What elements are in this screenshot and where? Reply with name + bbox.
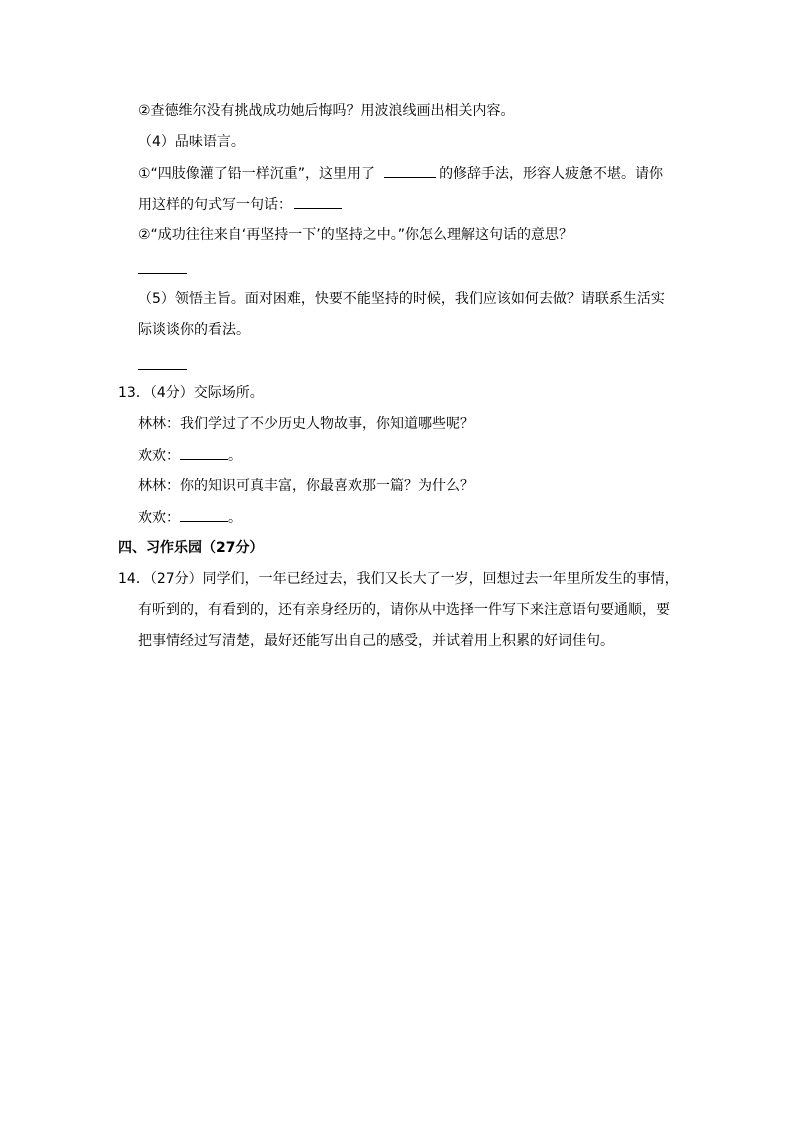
q12-item-4-title: （4）品味语言。 <box>138 134 245 150</box>
section-4-heading: 四、习作乐园（27分） <box>118 540 264 556</box>
q12-item-4-1-text-a: ①“四肢像灌了铅一样沉重”，这里用了 <box>138 166 376 182</box>
q13-huanhuan-prefix-2: 欢欢： <box>138 510 180 526</box>
q13-huanhuan-line1 <box>138 445 242 466</box>
q14-line1: 14．（27分）同学们，一年已经过去，我们又长大了一岁，回想过去一年里所发生的事情， <box>118 571 679 587</box>
q13-huanhuan-suffix-2: 。 <box>228 510 242 526</box>
q13-linlin-line1: 林林：我们学过了不少历史人物故事，你知道哪些呢？ <box>138 416 474 432</box>
answer-blank-rhetoric[interactable] <box>384 163 436 178</box>
answer-blank-understanding[interactable] <box>138 273 187 274</box>
q12-item-4-2: ②“成功往往来自‘再坚持一下’的坚持之中。”你怎么理解这句话的意思？ <box>138 227 573 243</box>
q12-item-5-line1: （5）领悟主旨。面对困难，快要不能坚持的时候，我们应该如何去做？请联系生活实 <box>138 291 665 307</box>
answer-blank-sentence[interactable] <box>294 194 342 209</box>
q13-title: 13．（4分）交际场所。 <box>118 385 264 401</box>
answer-blank-opinion[interactable] <box>138 369 187 370</box>
q14-line3: 把事情经过写清楚，最好还能写出自己的感受，并试着用上积累的好词佳句。 <box>138 633 614 649</box>
q12-item-4-1-line2 <box>138 194 342 215</box>
answer-blank-huanhuan-2[interactable] <box>180 507 228 522</box>
q12-item-4-1-text-c: 用这样的句式写一句话： <box>138 197 292 213</box>
answer-blank-huanhuan-1[interactable] <box>180 445 228 460</box>
q12-item-4-1-text-b: 的修辞手法，形容人疲惫不堪。请你 <box>439 166 664 182</box>
q12-item-3-2: ②查德维尔没有挑战成功她后悔吗？用波浪线画出相关内容。 <box>138 103 515 119</box>
q13-huanhuan-line2 <box>138 507 242 528</box>
q14-line2: 有听到的，有看到的，还有亲身经历的，请你从中选择一件写下来注意语句要通顺，要 <box>138 602 670 618</box>
q12-item-4-1-line1 <box>138 163 663 184</box>
q12-item-5-line2: 际谈谈你的看法。 <box>138 322 250 338</box>
q13-huanhuan-suffix-1: 。 <box>228 448 242 464</box>
q13-linlin-line2: 林林：你的知识可真丰富，你最喜欢那一篇？为什么？ <box>138 478 474 494</box>
q13-huanhuan-prefix-1: 欢欢： <box>138 448 180 464</box>
